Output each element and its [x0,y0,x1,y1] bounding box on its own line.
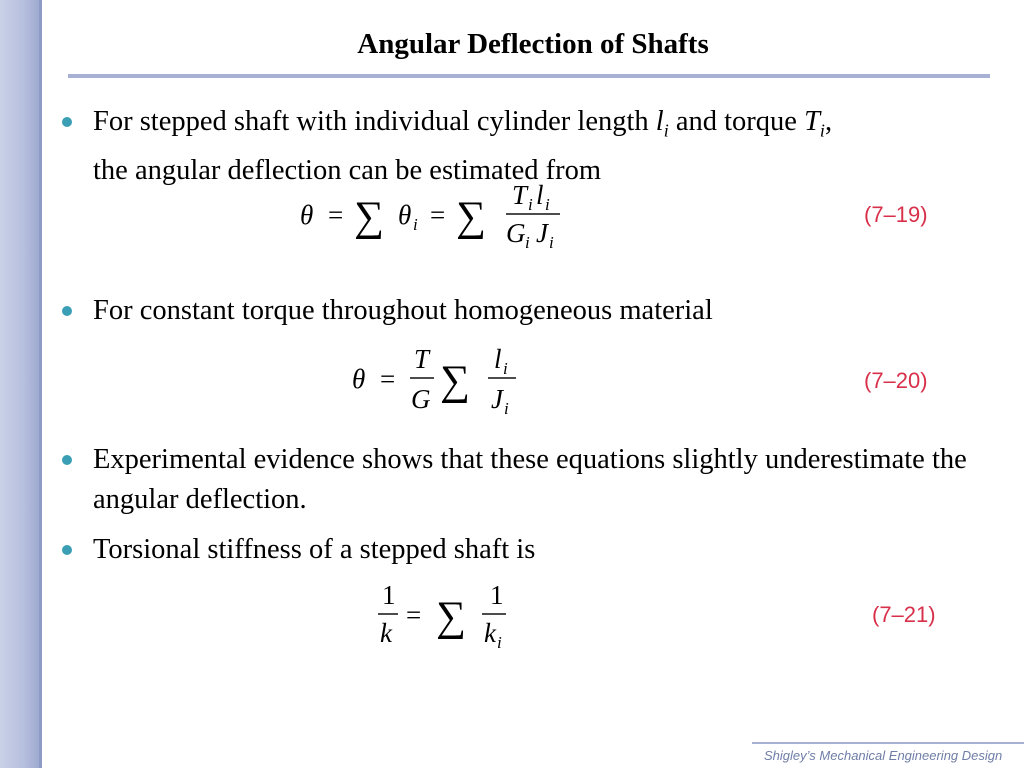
bullet-text: the angular deflection can be estimated from [93,154,602,186]
equation-number: (7–20) [864,368,928,393]
bullet-text: , [824,106,833,137]
eq-subscript-i: i [413,215,418,234]
bullet-text: For stepped shaft with individual cylinder length [93,106,656,137]
eq-den-k: k [380,618,392,648]
slide-title: Angular Deflection of Shafts [357,28,709,60]
eq-subscript-i: i [525,233,530,252]
eq-num-l: l [494,344,502,374]
eq-subscript-i: i [528,195,533,214]
bullet-experimental-evidence [93,440,993,520]
eq-one: 1 [490,580,504,610]
title-underline [68,74,990,78]
eq-subscript-i: i [549,233,554,252]
bullet-dot [62,306,72,316]
bullet-torsional-stiffness [93,530,993,570]
var-T: T [804,106,820,137]
bullet-dot [62,455,72,465]
bullet-stepped-shaft [93,102,993,191]
var-l: l [655,106,664,137]
eq-subscript-i: i [503,359,508,378]
eq-theta: θ [398,200,412,230]
subscript-i: i [663,120,669,141]
eq-equals: = [380,364,396,394]
bullet-text: and torque [668,106,805,137]
bullet-constant-torque [93,291,993,331]
sidebar-decoration [0,0,42,768]
eq-equals: = [406,600,422,630]
eq-den-G: G [506,218,526,248]
eq-den-J: J [491,384,503,414]
eq-num-l: l [536,180,544,210]
eq-one: 1 [382,580,396,610]
eq-den-G: G [411,384,431,414]
equation-number: (7–21) [872,602,936,627]
bullet-dot [62,545,72,555]
bullet-text: For constant torque throughout homogeneous material [93,295,713,326]
eq-theta: θ [300,200,314,230]
equation-7-19 [298,182,578,252]
footer-credit: Shigley’s Mechanical Engineering Design [752,742,1024,768]
eq-num-T: T [512,180,528,210]
eq-subscript-i: i [504,399,509,418]
eq-equals: = [328,200,344,230]
eq-den-k: k [484,618,496,648]
equation-7-21 [378,582,518,656]
eq-sum: ∑ [436,594,466,640]
bullet-text: Torsional stiffness of a stepped shaft is [93,534,536,565]
equation-number: (7–19) [864,202,928,227]
bullet-dot [62,117,72,127]
eq-den-J: J [536,218,548,248]
bullet-text: Experimental evidence shows that these equations slightly underestimate the angular deflection. [93,444,967,515]
eq-num-T: T [414,344,430,374]
equation-7-20 [350,346,530,420]
eq-sum: ∑ [440,358,470,404]
eq-sum: ∑ [456,194,486,240]
eq-subscript-i: i [497,633,502,652]
subscript-i: i [819,120,825,141]
eq-sum: ∑ [354,194,384,240]
eq-equals: = [430,200,446,230]
eq-subscript-i: i [545,195,550,214]
eq-theta: θ [352,364,366,394]
